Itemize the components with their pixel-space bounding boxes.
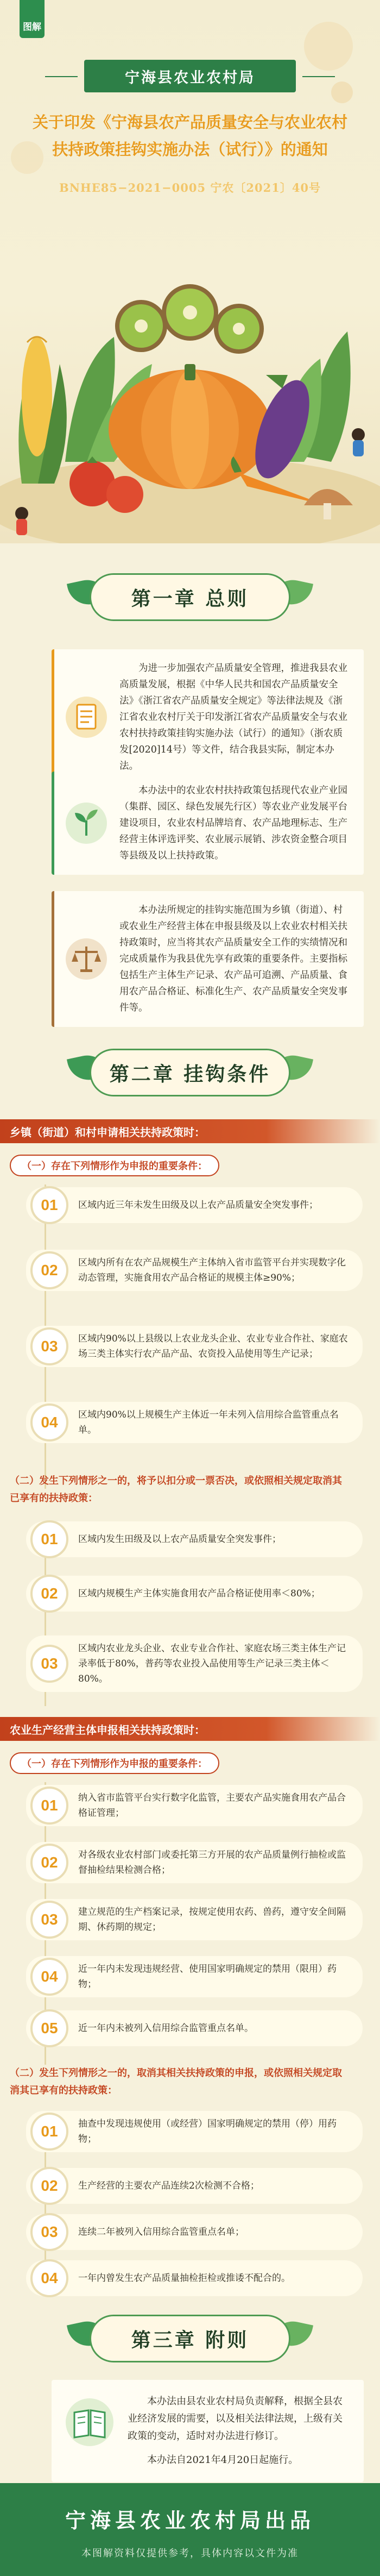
penalty-note: （二）发生下列情形之一的，将予以扣分或一票否决，或依照相关规定取消其已享有的扶持政策： [10,1475,342,1504]
list-item [26,1899,363,1940]
ribbon-township: 乡镇（街道）和村申请相关扶持政策时： [0,1119,380,1143]
chapter3-text-1: 本办法由县农业农村局负责解释，根据全县农业经济发展的需要，以及相关法律法规，上级有关政策的变动，适时对办法进行修订。 [128,2396,343,2442]
item-number: 01 [30,1520,68,1558]
item-number: 02 [30,1844,68,1882]
chapter3-body [52,2380,364,2482]
condition-tag: （一）存在下列情形作为申报的重要条件： [10,1155,219,1176]
chapter2-heading [73,1049,307,1103]
item-text: 建立规范的生产档案记录，按规定使用农药、兽药，遵守安全间隔期、休药期的规定； [78,1907,346,1933]
footer [0,2483,380,2576]
item-text: 区域内90%以上县级以上农业龙头企业、农业专业合作社、家庭农场三类主体实行农产品产品、农资投入品使用等生产记录； [78,1333,348,1359]
list-item [26,2111,363,2152]
chapter1-paragraph-2 [52,772,364,875]
hero-section [0,0,380,543]
list-item [26,2260,363,2296]
chapter3-text-2: 本办法自2021年4月20日起施行。 [147,2454,299,2466]
corn-icon [18,337,67,484]
item-number: 03 [30,1327,68,1365]
title-line-1: 关于印发《宁海县农产品质量安全与农业农村 [32,113,347,131]
item-number: 03 [30,1645,68,1683]
document-number: BNHE85−2021−0005 宁农〔2021〕40号 [59,181,321,195]
item-text: 生产经营的主要农产品连续2次检测不合格； [78,2180,259,2191]
item-number: 01 [30,1186,68,1224]
item-number: 05 [30,2009,68,2047]
infographic-badge: 图解 [20,0,45,38]
condition-tag: （一）存在下列情形作为申报的重要条件： [10,1752,219,1774]
item-number: 01 [30,2113,68,2151]
item-number: 04 [30,1958,68,1996]
book-icon [64,2396,116,2448]
list-item [26,2010,363,2046]
list-item [26,2214,363,2250]
chapter1-text-3: 本办法所规定的挂钩实施范围为乡镇（街道）、村或农业生产经营主体在申报县级及以上农业农村相关扶持政策时，应当将其农产品质量安全工作的实绩情况和完成质量作为我县优先享有政策的重要条件。主要指标包括生产主体生产记录、农产品可追溯、产品质量、食用农产品合格证、标准化生产、农产品质量安全突发事件等。 [119,905,347,1013]
decor-bubble [331,82,353,103]
item-text: 区域内所有在农产品规模生产主体纳入省市监管平台并实现数字化动态管理，实施食用农产品合格证的规模主体≥90%； [78,1257,346,1283]
vegetable-illustration [0,201,380,543]
item-text: 区域内规模生产主体实施食用农产品合格证使用率＜80%； [78,1588,320,1599]
list-item [26,1785,363,1826]
item-text: 区域内近三年未发生田级及以上农产品质量安全突发事件； [78,1200,318,1211]
item-text: 连续二年被列入信用综合监管重点名单； [78,2227,244,2237]
kiwi-icon [115,284,264,354]
chapter1-text-2: 本办法中的农业农村扶持政策包括现代农业产业园（集群、园区、绿色发展先行区）等农业产业发展平台建设项目，农业农村品牌培育、农产品地理标志、生产经营主体评选评奖、农业展示展销、涉农资金整合项目等县级及以上扶持政策。 [119,785,347,861]
item-number: 03 [30,1901,68,1939]
list-item [26,1576,363,1612]
list-item [26,2168,363,2204]
footer-org: 宁海县农业农村局出品 [65,2508,315,2533]
list-item [26,1521,363,1557]
item-number: 04 [30,1403,68,1441]
list-item [26,1187,363,1223]
penalty-note: （二）发生下列情形之一的，取消其相关扶持政策的申报，或依照相关规定取消其已享有的扶持政策： [10,2067,342,2096]
chapter2-title: 第二章 挂钩条件 [90,1049,290,1096]
list-item [26,1635,363,1692]
chapter1-text-1: 为进一步加强农产品质量安全管理，推进我县农业高质量发展，根据《中华人民共和国农产品质量安全法》《浙江省农产品质量安全规定》等法律法规及《浙江省农业农村厅关于印发浙江省农产品质量安全与农业农村扶持政策挂钩实施办法（试行）的通知》（浙农质发[2020]14号）等文件，结合我县实际，制定本办法。 [119,663,347,772]
chapter3-heading [73,2315,307,2369]
item-number: 02 [30,2167,68,2205]
list-item [26,1842,363,1883]
chapter1-paragraph-3 [52,891,364,1027]
item-text: 区域内90%以上规模生产主体近一年未列入信用综合监管重点名单。 [78,1409,339,1436]
footer-disclaimer: 本图解资料仅提供参考，具体内容以文件为准 [81,2548,299,2559]
chapter1-heading [73,573,307,628]
sprout-icon [64,801,109,845]
item-text: 对各级农业农村部门或委托第三方开展的农产品质量例行抽检或监督抽检结果检测合格； [78,1850,346,1876]
list-item [26,1402,363,1443]
chapter3-title: 第三章 附则 [90,2315,290,2362]
chapter1-paragraph-1 [52,649,364,785]
item-number: 03 [30,2213,68,2251]
title-line-2: 扶持政策挂钩实施办法（试行）》的通知 [52,140,328,159]
item-text: 抽查中发现违规使用（或经营）国家明确规定的禁用（停）用药物； [78,2119,337,2145]
item-text: 一年内曾发生农产品质量抽检拒检或推诿不配合的。 [78,2273,290,2284]
chapter1-title: 第一章 总则 [90,573,290,621]
list-item [26,1956,363,1997]
item-number: 02 [30,1575,68,1613]
document-icon [64,695,109,739]
list-item [26,1326,363,1367]
item-number: 04 [30,2259,68,2297]
bureau-banner: 宁海县农业农村局 [84,60,296,92]
scale-icon [64,937,109,981]
item-text: 区域内农业龙头企业、农业专业合作社、家庭农场三类主体生产记录率低于80%，普药等农业投入品使用等生产记录三类主体＜80%。 [78,1643,346,1684]
ribbon-producers: 农业生产经营主体申报相关扶持政策时： [0,1717,380,1741]
item-text: 纳入省市监管平台实行数字化监管，主要农产品实施食用农产品合格证管理； [78,1792,346,1819]
decor-bubble [304,22,353,71]
item-number: 02 [30,1251,68,1289]
item-text: 近一年内未发现违规经营、使用国家明确规定的禁用（限用）药物； [78,1964,337,1990]
item-text: 区域内发生田级及以上农产品质量安全突发事件； [78,1534,281,1545]
list-item [26,1250,363,1291]
item-number: 01 [30,1787,68,1825]
item-text: 近一年内未被列入信用综合监管重点名单。 [78,2023,254,2034]
page-title [22,109,358,163]
